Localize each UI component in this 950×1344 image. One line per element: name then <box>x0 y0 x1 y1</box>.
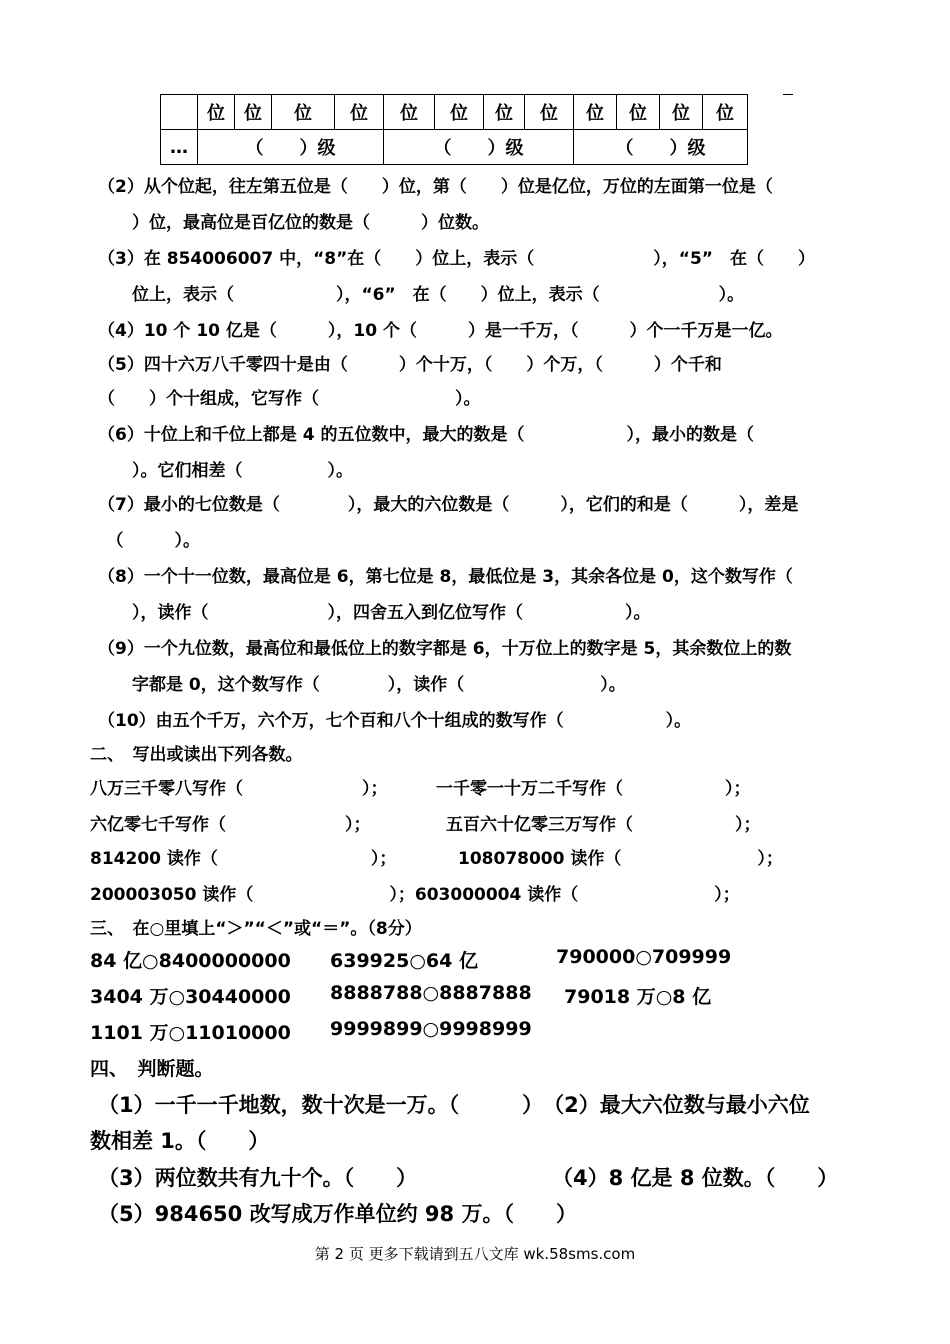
compare-item: 790000○709999 <box>556 946 732 968</box>
q1-line: （3）在 854006007 中，“8”在（ ）位上，表示（ ），“5” 在（ ） <box>98 249 815 269</box>
section2-item: 108078000 读作（ ）； <box>458 849 783 869</box>
q1-line: （6）十位上和千位上都是 4 的五位数中，最大的数是（ ），最小的数是（ <box>98 425 754 445</box>
section4-title: 四、 判断题。 <box>90 1058 214 1080</box>
place-cell: 位 <box>435 95 484 130</box>
q1-line: 位上，表示（ ），“6” 在（ ）位上，表示（ ）。 <box>98 285 745 305</box>
table-edge-mark <box>783 94 793 95</box>
place-cell: 位 <box>660 95 703 130</box>
place-row <box>161 95 748 130</box>
q1-line: ）。它们相差（ ）。 <box>98 461 353 481</box>
judge-line: （3）两位数共有九十个。（ ） <box>98 1166 418 1190</box>
place-cell: 位 <box>198 95 235 130</box>
q1-line: （10）由五个千万，六个万，七个百和八个十组成的数写作（ ）。 <box>98 711 692 731</box>
q1-line: （2）从个位起，往左第五位是（ ）位，第（ ）位是亿位，万位的左面第一位是（ <box>98 177 773 197</box>
compare-item: 1101 万○11010000 <box>90 1022 291 1044</box>
section2-item: 八万三千零八写作（ ）； <box>90 779 388 799</box>
q1-line: ）位，最高位是百亿位的数是（ ）位数。 <box>98 213 489 233</box>
q1-line: ），读作（ ），四舍五入到亿位写作（ ）。 <box>98 603 651 623</box>
place-cell: 位 <box>272 95 335 130</box>
section2-item: 六亿零七千写作（ ）； <box>90 815 371 835</box>
q1-line: （7）最小的七位数是（ ），最大的六位数是（ ），它们的和是（ ），差是 <box>98 495 799 515</box>
level-row <box>161 130 748 165</box>
compare-item: 639925○64 亿 <box>330 950 478 972</box>
q1-line: （ ）。 <box>98 531 200 551</box>
section2-item: 200003050 读作（ ）；603000004 读作（ ）； <box>90 885 740 905</box>
judge-line: （5）984650 改写成万作单位约 98 万。（ ） <box>98 1202 577 1226</box>
section2-title: 二、 写出或读出下列各数。 <box>90 745 303 765</box>
judge-line: （4）8 亿是 8 位数。（ ） <box>552 1166 839 1190</box>
section2-item: 814200 读作（ ）； <box>90 849 397 869</box>
section2-item: 一千零一十万二千写作（ ）； <box>436 779 751 799</box>
compare-item: 8888788○8887888 <box>330 982 532 1004</box>
place-cell: 位 <box>384 95 435 130</box>
place-cell: 位 <box>525 95 574 130</box>
q1-line: （ ）个十组成，它写作（ ）。 <box>98 389 481 409</box>
compare-item: 9999899○9998999 <box>330 1018 532 1040</box>
q1-line: （5）四十六万八千零四十是由（ ）个十万，（ ）个万，（ ）个千和 <box>98 355 722 375</box>
judge-line: （1）一千一千地数，数十次是一万。（ ） （2）最大六位数与最小六位 <box>98 1093 810 1117</box>
place-cell: 位 <box>484 95 525 130</box>
compare-item: 3404 万○30440000 <box>90 986 291 1008</box>
compare-item: 79018 万○8 亿 <box>564 986 712 1008</box>
compare-item: 84 亿○8400000000 <box>90 950 291 972</box>
place-cell: 位 <box>574 95 617 130</box>
blank-cell <box>161 95 198 130</box>
level-cell: （ ）级 <box>574 130 748 165</box>
place-cell: 位 <box>235 95 272 130</box>
page-footer: 第 2 页 更多下载请到五八文库 wk.58sms.com <box>314 1245 636 1263</box>
q1-line: 字都是 0，这个数写作（ ），读作（ ）。 <box>98 675 626 695</box>
q1-line: （9）一个九位数，最高位和最低位上的数字都是 6，十万位上的数字是 5，其余数位上的数 <box>98 639 792 659</box>
q1-line: （8）一个十一位数，最高位是 6，第七位是 8，最低位是 3，其余各位是 0，这个数写作（ <box>98 567 793 587</box>
level-cell: （ ）级 <box>384 130 574 165</box>
place-value-table <box>160 94 748 165</box>
q1-line: （4）10 个 10 亿是（ ），10 个（ ）是一千万，（ ）个一千万是一亿。 <box>98 321 783 341</box>
place-cell: 位 <box>617 95 660 130</box>
judge-line: 数相差 1。（ ） <box>90 1129 270 1153</box>
place-cell: 位 <box>335 95 384 130</box>
place-cell: 位 <box>703 95 748 130</box>
ellipsis-cell: … <box>161 130 198 165</box>
section3-title: 三、 在○里填上“＞”“＜”或“＝”。（8分） <box>90 919 422 939</box>
section2-item: 五百六十亿零三万写作（ ）； <box>446 815 761 835</box>
level-cell: （ ）级 <box>198 130 384 165</box>
